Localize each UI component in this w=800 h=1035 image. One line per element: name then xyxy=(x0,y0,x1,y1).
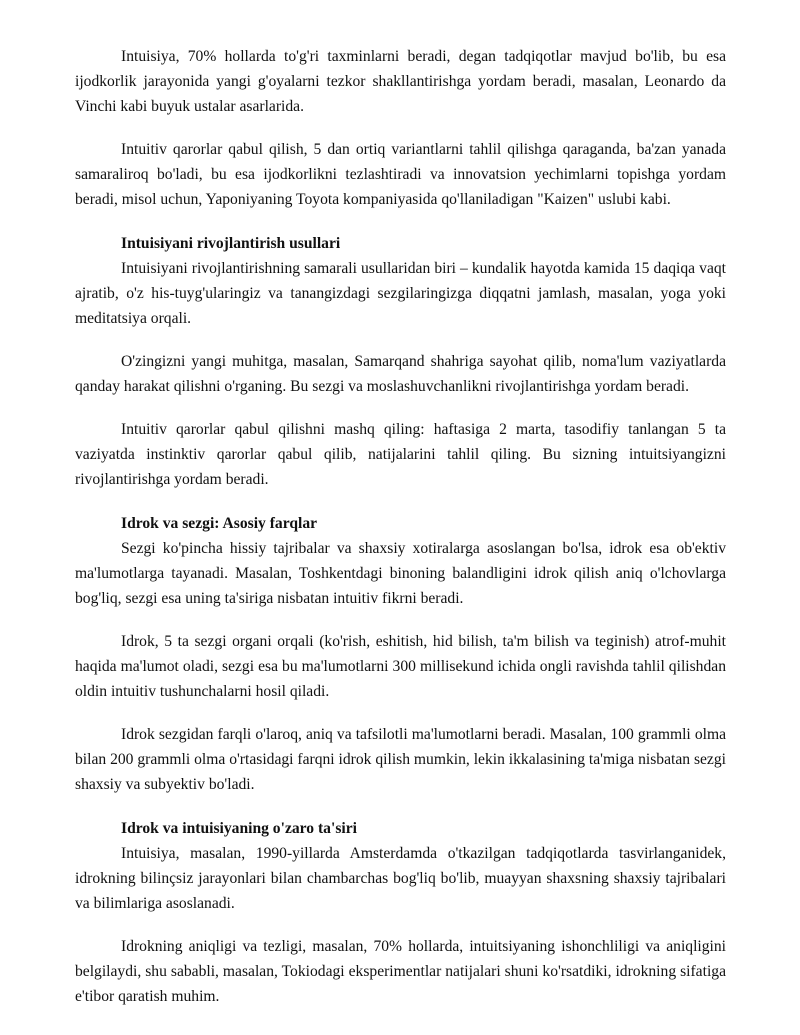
section2-paragraph-3: Idrok sezgidan farqli o'laroq, aniq va tafsilotli ma'lumotlarni beradi. Masalan, 100 grammli olma bilan 200 grammli olma o'rtasidagi farqni idrok qilish mumkin, lekin ikkalasining ta'miga nisbatan sezgi shaxsiy va subyektiv bo'ladi. xyxy=(75,726,726,793)
section2-paragraph-1: Sezgi ko'pincha hissiy tajribalar va shaxsiy xotiralarga asoslangan bo'lsa, idrok esa ob'ektiv ma'lumotlarga tayanadi. Masalan, Toshkentdagi binoning balandligini idrok qilish aniq o'lchovlarga bog'liq, sezgi esa uning ta'siriga nisbatan intuitiv fikrni beradi. xyxy=(75,540,726,607)
section-heading-perception-intuition-interaction: Idrok va intuisiyaning o'zaro ta'siri xyxy=(121,820,357,837)
intro-paragraph-2: Intuitiv qarorlar qabul qilish, 5 dan ortiq variantlarni tahlil qilishga qaraganda, ba'zan yanada samaraliroq bo'ladi, bu esa ijodkorlikni tezlashtiradi va innovatsion yechimlarni topishga yordam beradi, misol uchun, Yaponiyaning Toyota kompaniyasida qo'llaniladigan "Kaizen" uslubi kabi. xyxy=(75,141,726,208)
section-heading-intuition-development: Intuisiyani rivojlantirish usullari xyxy=(121,235,341,252)
section-heading-perception-vs-sense: Idrok va sezgi: Asosiy farqlar xyxy=(121,515,318,532)
section1-paragraph-2: O'zingizni yangi muhitga, masalan, Samarqand shahriga sayohat qilib, noma'lum vaziyatlarda qanday harakat qilishni o'rganing. Bu sezgi va moslashuvchanlikni rivojlantirishga yordam beradi. xyxy=(75,353,726,395)
section3-paragraph-2: Idrokning aniqligi va tezligi, masalan, 70% hollarda, intuitsiyaning ishonchliligi va aniqligini belgilaydi, shu sababli, masalan, Tokiodagi eksperimentlar natijalari shuni ko'rsatdiki, idrokning sifatiga e'tibor qaratish muhim. xyxy=(75,938,726,1005)
section1-paragraph-3: Intuitiv qarorlar qabul qilishni mashq qiling: haftasiga 2 marta, tasodifiy tanlangan 5 ta vaziyatda instinktiv qarorlar qabul qilib, natijalarini tahlil qiling. Bu sizning intuitsiyangizni rivojlantirishga yordam beradi. xyxy=(75,421,726,488)
document-page xyxy=(75,44,726,1027)
intro-paragraph-1: Intuisiya, 70% hollarda to'g'ri taxminlarni beradi, degan tadqiqotlar mavjud bo'lib, bu esa ijodkorlik jarayonida yangi g'oyalarni tezkor shakllantirishga yordam beradi, masalan, Leonardo da Vinchi kabi buyuk ustalar asarlarida. xyxy=(75,48,726,115)
section3-paragraph-1: Intuisiya, masalan, 1990-yillarda Amsterdamda o'tkazilgan tadqiqotlarda tasvirlanganidek, idrokning bilinçsiz jarayonlari bilan chambarchas bog'liq bo'lib, muayyan shaxsning shaxsiy tajribalari va bilimlariga asoslanadi. xyxy=(75,845,726,912)
section1-paragraph-1: Intuisiyani rivojlantirishning samarali usullaridan biri – kundalik hayotda kamida 15 daqiqa vaqt ajratib, o'z his-tuyg'ularingiz va tanangizdagi sezgilaringizga diqqatni jamlash, masalan, yoga yoki meditatsiya orqali. xyxy=(75,260,726,327)
section2-paragraph-2: Idrok, 5 ta sezgi organi orqali (ko'rish, eshitish, hid bilish, ta'm bilish va teginish) atrof-muhit haqida ma'lumot oladi, sezgi esa bu ma'lumotlarni 300 millisekund ichida ongli ravishda tahlil qilishdan oldin intuitiv tushunchalarni hosil qiladi. xyxy=(75,633,726,700)
